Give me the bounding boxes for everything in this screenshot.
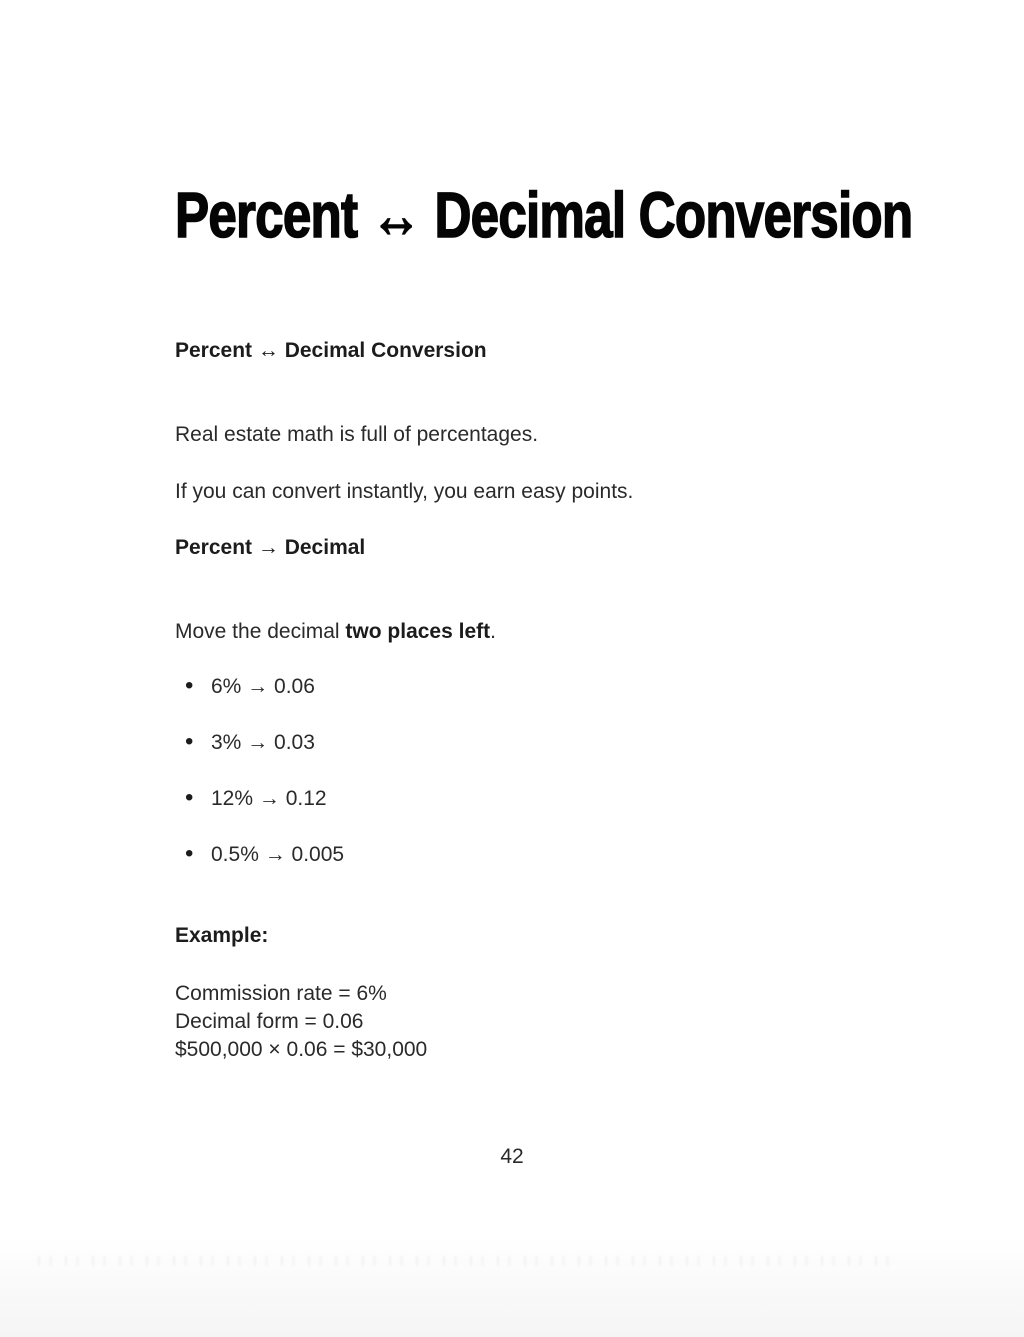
example-block <box>175 980 427 1064</box>
example-line: $500,000 × 0.06 = $30,000 <box>175 1038 428 1061</box>
list-item: • 6% → 0.06 <box>175 676 344 698</box>
rule-bold-phrase: two places left <box>345 620 491 643</box>
footer-watermark <box>38 1250 896 1266</box>
example-line: Decimal form = 0.06 <box>175 1010 364 1033</box>
example-heading: Example: <box>175 924 269 947</box>
example-line: Commission rate = 6% <box>175 982 387 1005</box>
heading-percent-to-decimal: Percent → Decimal <box>175 536 366 559</box>
page-number: 42 <box>500 1145 524 1168</box>
section-subtitle: Percent ↔ Decimal Conversion <box>175 339 487 362</box>
intro-paragraph-2: If you can convert instantly, you earn easy points. <box>175 480 634 503</box>
page-title: Percent ↔ Decimal Conversion <box>175 179 913 251</box>
intro-paragraph-1: Real estate math is full of percentages. <box>175 423 539 446</box>
rule-suffix: . <box>490 620 496 643</box>
conversion-examples-list <box>175 676 344 900</box>
list-item: • 0.5% → 0.005 <box>175 844 344 866</box>
rule-prefix: Move the decimal <box>175 620 346 643</box>
rule-sentence <box>175 620 496 643</box>
list-item: • 12% → 0.12 <box>175 788 344 810</box>
list-item: • 3% → 0.03 <box>175 732 344 754</box>
